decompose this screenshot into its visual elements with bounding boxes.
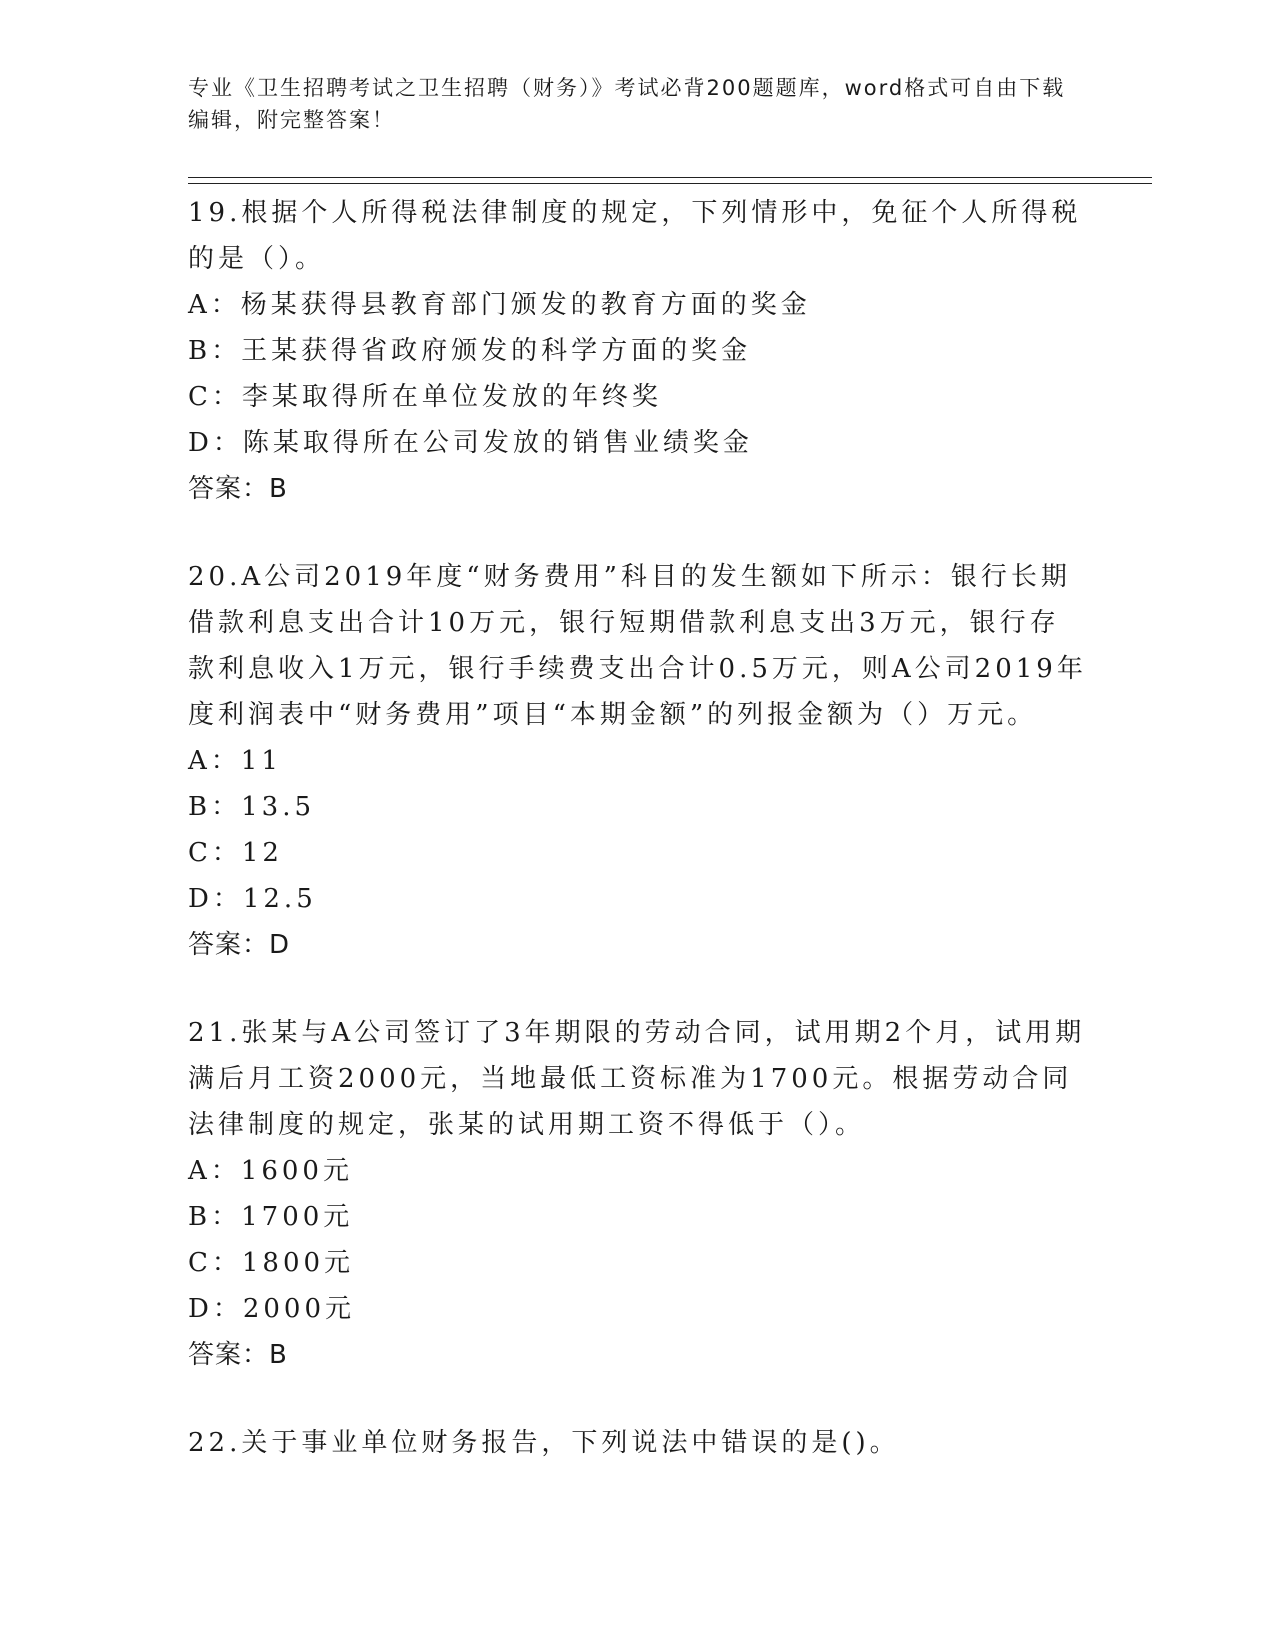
header-divider-bottom (188, 183, 1152, 184)
question-22 (188, 1418, 1088, 1466)
question-stem: 20.A公司2019年度“财务费用”科目的发生额如下所示：银行长期借款利息支出合计10万元，银行短期借款利息支出3万元，银行存款利息收入1万元，银行手续费支出合计0.5万元，则A公司2019年度利润表中“财务费用”项目“本期金额”的列报金额为（）万元。 (188, 562, 1087, 730)
option-d: D：2000元 (188, 1294, 356, 1324)
header-divider-top (188, 177, 1152, 178)
question-19 (188, 188, 1088, 512)
question-list (188, 188, 1088, 1466)
option-c: C：12 (188, 838, 283, 868)
question-spacer (188, 1378, 1088, 1418)
answer-line: 答案：D (188, 930, 291, 960)
option-b: B：1700元 (188, 1202, 354, 1232)
question-21 (188, 1008, 1088, 1378)
question-20 (188, 552, 1088, 968)
answer-line: 答案：B (188, 1340, 288, 1370)
option-a: A：杨某获得县教育部门颁发的教育方面的奖金 (188, 290, 811, 320)
question-stem: 22.关于事业单位财务报告，下列说法中错误的是()。 (188, 1428, 900, 1458)
option-c: C：1800元 (188, 1248, 355, 1278)
question-spacer (188, 512, 1088, 552)
option-b: B：王某获得省政府颁发的科学方面的奖金 (188, 336, 752, 366)
document-header: 专业《卫生招聘考试之卫生招聘（财务）》考试必背200题题库，word格式可自由下载编辑，附完整答案！ (188, 76, 1066, 132)
question-stem: 21.张某与A公司签订了3年期限的劳动合同，试用期2个月，试用期满后月工资2000元，当地最低工资标准为1700元。根据劳动合同法律制度的规定，张某的试用期工资不得低于（）。 (188, 1018, 1086, 1140)
option-c: C：李某取得所在单位发放的年终奖 (188, 382, 662, 412)
question-spacer (188, 968, 1088, 1008)
option-b: B：13.5 (188, 792, 315, 822)
answer-line: 答案：B (188, 474, 288, 504)
option-a: A：1600元 (188, 1156, 353, 1186)
option-d: D：陈某取得所在公司发放的销售业绩奖金 (188, 428, 753, 458)
question-stem: 19.根据个人所得税法律制度的规定，下列情形中，免征个人所得税的是（）。 (188, 198, 1082, 274)
option-a: A：11 (188, 746, 282, 776)
option-d: D：12.5 (188, 884, 317, 914)
